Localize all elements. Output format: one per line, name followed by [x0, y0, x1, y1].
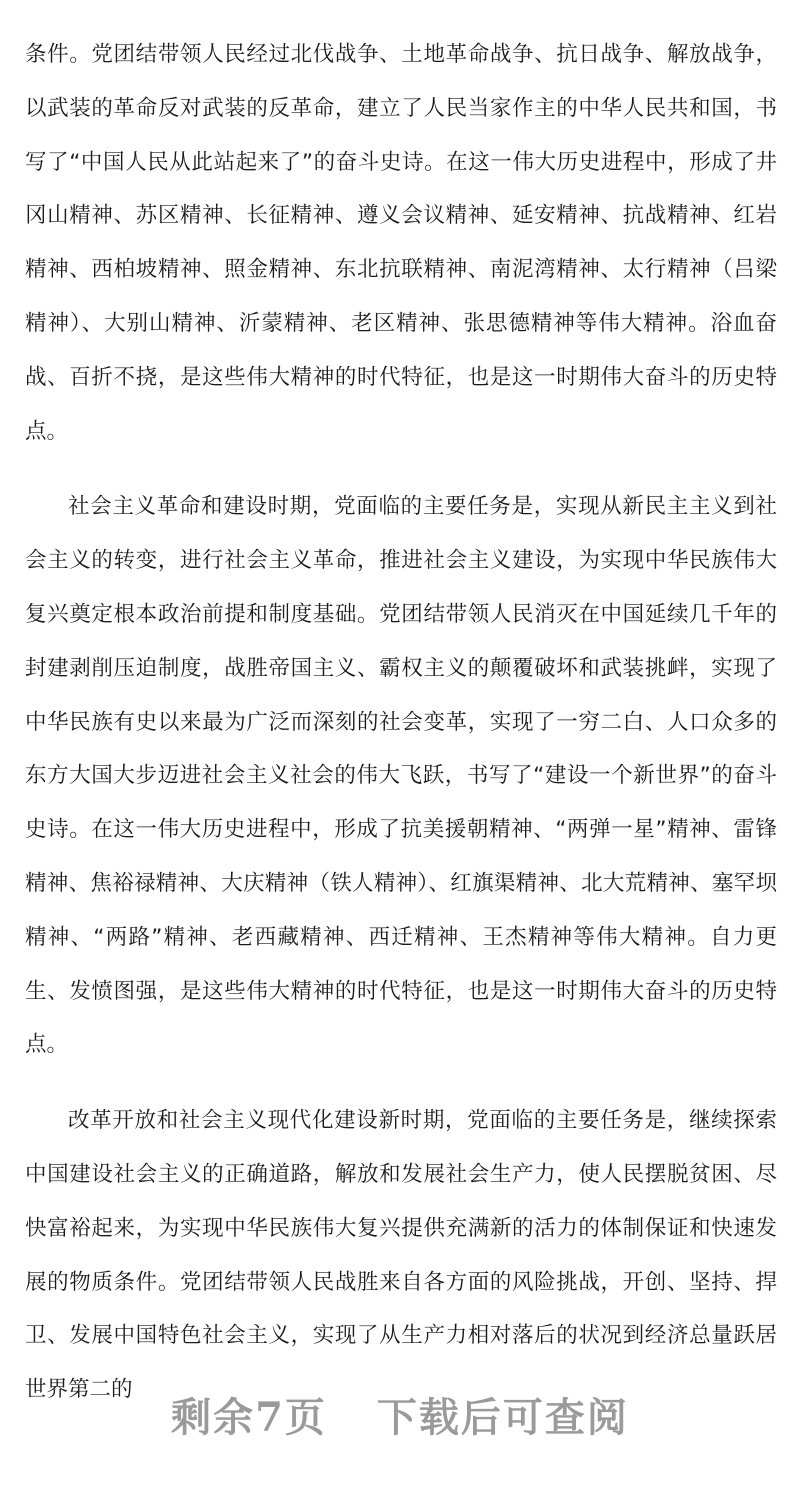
paragraph-gap: [25, 1072, 777, 1094]
remaining-pages-label: 剩余7页: [171, 1394, 327, 1441]
paragraph-3: 改革开放和社会主义现代化建设新时期，党面临的主要任务是，继续探索中国建设社会主义的正确道路，解放和发展社会生产力，使人民摆脱贫困、尽快富裕起来，为实现中华民族伟大复兴提供充满新的活力的体制保证和快速发展的物质条件。党团结带领人民战胜来自各方面的风险挑战，开创、坚持、捍卫、发展中国特色社会主义，实现了从生产力相对落后的状况到经济总量跃居世界第二的: [25, 1108, 777, 1403]
paragraph-2: 社会主义革命和建设时期，党面临的主要任务是，实现从新民主主义到社会主义的转变，进行社会主义革命，推进社会主义建设，为实现中华民族伟大复兴奠定根本政治前提和制度基础。党团结带领人民消灭在中国延续几千年的封建剥削压迫制度，战胜帝国主义、霸权主义的颠覆破坏和武装挑衅，实现了中华民族有史以来最为广泛而深刻的社会变革，实现了一穷二白、人口众多的东方大国大步迈进社会主义社会的伟大飞跃，书写了“建设一个新世界”的奋斗史诗。在这一伟大历史进程中，形成了抗美援朝精神、“两弹一星”精神、雷锋精神、焦裕禄精神、大庆精神（铁人精神）、红旗渠精神、北大荒精神、塞罕坝精神、“两路”精神、老西藏精神、西迁精神、王杰精神等伟大精神。自力更生、发愤图强，是这些伟大精神的时代特征，也是这一时期伟大奋斗的历史特点。: [25, 494, 777, 1058]
download-to-view-label: 下载后可查阅: [376, 1394, 629, 1441]
paragraph-1: 条件。党团结带领人民经过北伐战争、土地革命战争、抗日战争、解放战争，以武装的革命反对武装的反革命，建立了人民当家作主的中华人民共和国，书写了“中国人民从此站起来了”的奋斗史诗。在这一伟大历史进程中，形成了井冈山精神、苏区精神、长征精神、遵义会议精神、延安精神、抗战精神、红岩精神、西柏坡精神、照金精神、东北抗联精神、南泥湾精神、太行精神（吕梁精神）、大别山精神、沂蒙精神、老区精神、张思德精神等伟大精神。浴血奋战、百折不挠，是这些伟大精神的时代特征，也是这一时期伟大奋斗的历史特点。: [25, 42, 777, 444]
document-body: [25, 28, 777, 1417]
paragraph-gap: [25, 458, 777, 480]
download-prompt[interactable]: [0, 1386, 800, 1443]
